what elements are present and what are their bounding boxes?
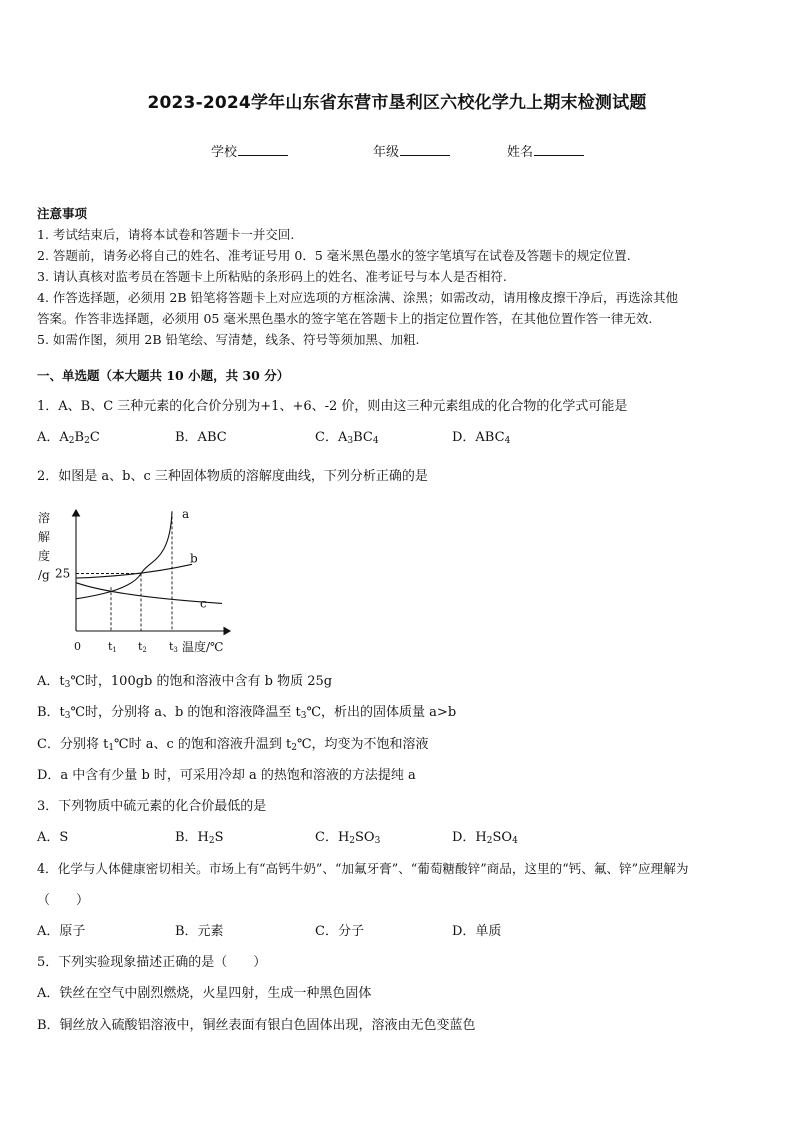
question-2-option-b: B．$t_3℃$时，分别将 a、b 的饱和溶液降温至 $t_3℃$，析出的固体质量 a>b — [37, 705, 457, 721]
curve-b — [76, 564, 192, 578]
option-a: A．原子 — [37, 924, 86, 939]
option-c: C．$A_3BC_4$ — [315, 430, 379, 446]
section-heading: 一、单选题（本大题共 10 小题，共 30 分） — [37, 368, 290, 383]
curve-a — [76, 511, 172, 598]
notes-heading: 注意事项 — [37, 206, 88, 221]
question-3-options — [37, 826, 757, 846]
question-1-options — [37, 426, 757, 446]
name-blank — [534, 143, 584, 156]
y-axis-label: 解 — [38, 530, 51, 544]
question-5-option-a: A．铁丝在空气中剧烈燃烧，火星四射，生成一种黑色固体 — [37, 986, 372, 1001]
series-label-a: a — [182, 507, 190, 521]
note-item: 3. 请认真核对监考员在答题卡上所粘贴的条形码上的姓名、准考证号与本人是否相符. — [37, 269, 507, 284]
option-b: B．元素 — [175, 924, 224, 939]
x-tick-label: t3 — [169, 640, 178, 654]
page-title: 2023-2024学年山东省东营市垦利区六校化学九上期末检测试题 — [147, 93, 647, 113]
grade-blank — [400, 143, 450, 156]
option-b: B．ABC — [175, 430, 227, 445]
x-axis-label: 温度/℃ — [182, 640, 224, 654]
y-axis-label: /g — [38, 568, 50, 582]
question-4-stem: 4．化学与人体健康密切相关。市场上有“高钙牛奶”、“加氟牙膏”、“葡萄糖酸锌”商品，这里的“钙、氟、锌”应理解为 — [37, 861, 689, 876]
option-b: B．$H_2S$ — [175, 830, 224, 846]
solubility-curve-chart — [30, 500, 250, 660]
name-field: 姓名 — [507, 141, 584, 160]
note-item: 4. 作答选择题，必须用 2B 铅笔将答题卡上对应选项的方框涂满、涂黑；如需改动，请用橡皮擦干净后，再选涂其他 — [37, 290, 678, 305]
note-item: 2. 答题前，请务必将自己的姓名、准考证号用 0．5 毫米黑色墨水的签字笔填写在试卷及答题卡的规定位置. — [37, 248, 631, 263]
y-axis-label: 度 — [38, 549, 51, 563]
y-tick-label: 25 — [55, 566, 71, 581]
school-blank — [238, 143, 288, 156]
question-4-options — [37, 920, 757, 940]
option-c: C．分子 — [315, 924, 364, 939]
series-label-c: c — [200, 596, 207, 611]
question-2-stem: 2．如图是 a、b、c 三种固体物质的溶解度曲线，下列分析正确的是 — [37, 469, 428, 484]
origin-label: 0 — [74, 640, 81, 653]
series-label-b: b — [190, 551, 198, 566]
note-item: 1. 考试结束后，请将本试卷和答题卡一并交回. — [37, 227, 295, 242]
student-info-row — [0, 141, 794, 159]
exam-notes — [37, 203, 759, 350]
x-tick-label: t2 — [138, 640, 147, 654]
question-4-stem-continued: （ ） — [37, 893, 90, 908]
note-item: 答案。作答非选择题，必须用 05 毫米黑色墨水的签字笔在答题卡上的指定位置作答，在其他位置作答一律无效. — [37, 311, 653, 326]
school-field: 学校 — [211, 141, 288, 160]
option-d: D．$ABC_4$ — [452, 430, 511, 446]
question-5-stem: 5．下列实验现象描述正确的是（ ） — [37, 955, 267, 970]
question-3-stem: 3．下列物质中硫元素的化合价最低的是 — [37, 799, 267, 814]
option-d: D．单质 — [452, 924, 502, 939]
question-5-option-b: B．铜丝放入硫酸铝溶液中，铜丝表面有银白色固体出现，溶液由无色变蓝色 — [37, 1018, 476, 1033]
question-2-option-c: C．分别将 $t_1℃$时 a、c 的饱和溶液升温到 $t_2℃$，均变为不饱和溶液 — [37, 737, 429, 753]
x-tick-label: t1 — [108, 640, 117, 654]
question-2-option-a: A．$t_3℃$时，100gb 的饱和溶液中含有 b 物质 25g — [37, 674, 333, 690]
grade-field: 年级 — [373, 141, 450, 160]
y-axis-label: 溶 — [38, 511, 51, 525]
question-2-option-d: D．a 中含有少量 b 时，可采用冷却 a 的热饱和溶液的方法提纯 a — [37, 768, 416, 783]
option-c: C．$H_2SO_3$ — [315, 830, 381, 846]
option-d: D．$H_2SO_4$ — [452, 830, 518, 846]
option-a: A．$A_2B_2C$ — [37, 430, 100, 446]
question-1-stem: 1．A、B、C 三种元素的化合价分别为+1、+6、-2 价，则由这三种元素组成的化合物的化学式可能是 — [37, 399, 628, 414]
option-a: A．S — [37, 830, 69, 845]
note-item: 5. 如需作图，须用 2B 铅笔绘、写清楚，线条、符号等须加黑、加粗. — [37, 332, 420, 347]
